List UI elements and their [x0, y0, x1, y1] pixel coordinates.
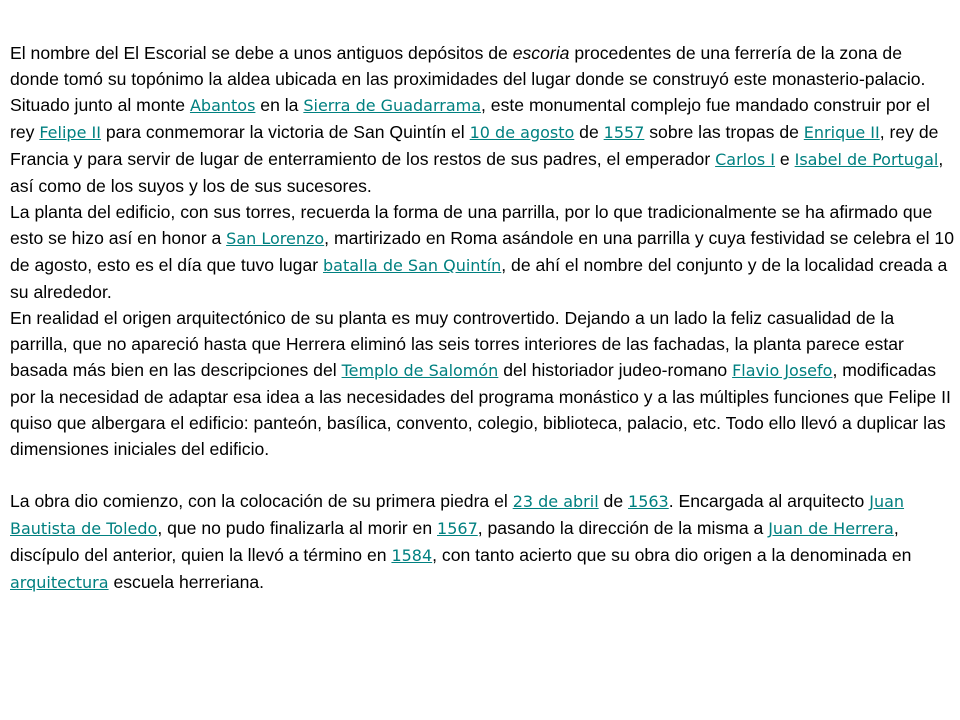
text-span: La planta del edificio, con sus torres, recuerda la forma de una parrilla, por lo que tradicionalmente se ha afirmado que esto se hizo así en honor a [10, 202, 933, 248]
link-arquitectura[interactable]: arquitectura [10, 573, 109, 592]
text-span: La obra dio comienzo, con la colocación de su primera piedra el [10, 491, 513, 511]
text-span: e [775, 149, 795, 169]
text-span: , así como de los suyos y los de sus sucesores. [10, 149, 944, 196]
paragraph-spacer [10, 462, 955, 488]
text-span: para conmemorar la victoria de San Quintín el [100, 122, 470, 142]
link-sierra-de-guadarrama[interactable]: Sierra de Guadarrama [303, 96, 482, 115]
text-span: , pasando la dirección de la misma a [477, 518, 769, 538]
link-abantos[interactable]: Abantos [189, 96, 256, 115]
paragraph-etymology [10, 40, 955, 92]
paragraph-floor-plan [10, 199, 955, 305]
paragraph-location [10, 92, 955, 199]
text-span: escuela herreriana. [108, 572, 265, 592]
link-1584[interactable]: 1584 [391, 546, 433, 565]
link-felipe-ii[interactable]: Felipe II [39, 123, 101, 142]
link-flavio-josefo[interactable]: Flavio Josefo [732, 361, 833, 380]
text-span: procedentes de una ferrería de la zona de donde tomó su topónimo la aldea ubicada en las proximidades del lugar donde se construyó este monasterio-palacio. [10, 43, 926, 89]
text-span: de [598, 491, 629, 511]
text-span: , este monumental complejo fue mandado construir por el rey [10, 95, 930, 142]
link-juan-de-herrera[interactable]: Juan de Herrera [768, 519, 894, 538]
link-1563[interactable]: 1563 [628, 492, 669, 511]
link-23-de-abril[interactable]: 23 de abril [512, 492, 599, 511]
text-span: En realidad el origen arquitectónico de su planta es muy controvertido. Dejando a un lado la feliz casualidad de la parrilla, que no apareció hasta que Herrera eliminó las seis torres interiores de las fachadas, la planta parece estar basada más bien en las descripciones del [10, 308, 904, 380]
text-span: , rey de Francia y para servir de lugar de enterramiento de los restos de sus padres, el emperador [10, 122, 939, 169]
text-span: del historiador judeo-romano [498, 360, 733, 380]
link-juan-bautista-de-toledo[interactable]: Juan Bautista de Toledo [10, 492, 905, 538]
document-body [10, 40, 955, 596]
text-span: El nombre del El Escorial se debe a unos antiguos depósitos de [10, 43, 513, 63]
link-1567[interactable]: 1567 [437, 519, 478, 538]
text-span: de [574, 122, 604, 142]
link-isabel-de-portugal[interactable]: Isabel de Portugal [794, 150, 939, 169]
text-span: en la [255, 95, 304, 115]
link-templo-de-salomon[interactable]: Templo de Salomón [341, 361, 499, 380]
text-span: . Encargada al arquitecto [668, 491, 870, 511]
link-enrique-ii[interactable]: Enrique II [803, 123, 880, 142]
link-batalla-de-san-quintin[interactable]: batalla de San Quintín [323, 256, 502, 275]
link-10-de-agosto[interactable]: 10 de agosto [469, 123, 575, 142]
paragraph-architectural-origin [10, 305, 955, 462]
text-span: , con tanto acierto que su obra dio origen a la denominada en [432, 545, 912, 565]
text-span: , discípulo del anterior, quien la llevó a término en [10, 518, 899, 565]
text-span: , modificadas por la necesidad de adaptar esa idea a las necesidades del programa monástico y a las múltiples funciones que Felipe II quiso que albergara el edificio: panteón, basílica, convento, colegio, biblioteca, palacio, etc. Todo ello llevó a duplicar las dimensiones iniciales del edificio. [10, 360, 951, 459]
text-span: , martirizado en Roma asándole en una parrilla y cuya festividad se celebra el 10 de agosto, esto es el día que tuvo lugar [10, 228, 954, 275]
text-span: sobre las tropas de [644, 122, 804, 142]
emphasis-escoria: escoria [512, 43, 570, 63]
text-span: Situado junto al monte [10, 95, 190, 115]
text-span: , que no pudo finalizarla al morir en [157, 518, 438, 538]
text-span: , de ahí el nombre del conjunto y de la localidad creada a su alrededor. [10, 255, 948, 302]
link-1557[interactable]: 1557 [603, 123, 645, 142]
link-carlos-i[interactable]: Carlos I [715, 150, 776, 169]
paragraph-construction [10, 488, 955, 596]
link-san-lorenzo[interactable]: San Lorenzo [226, 229, 325, 248]
